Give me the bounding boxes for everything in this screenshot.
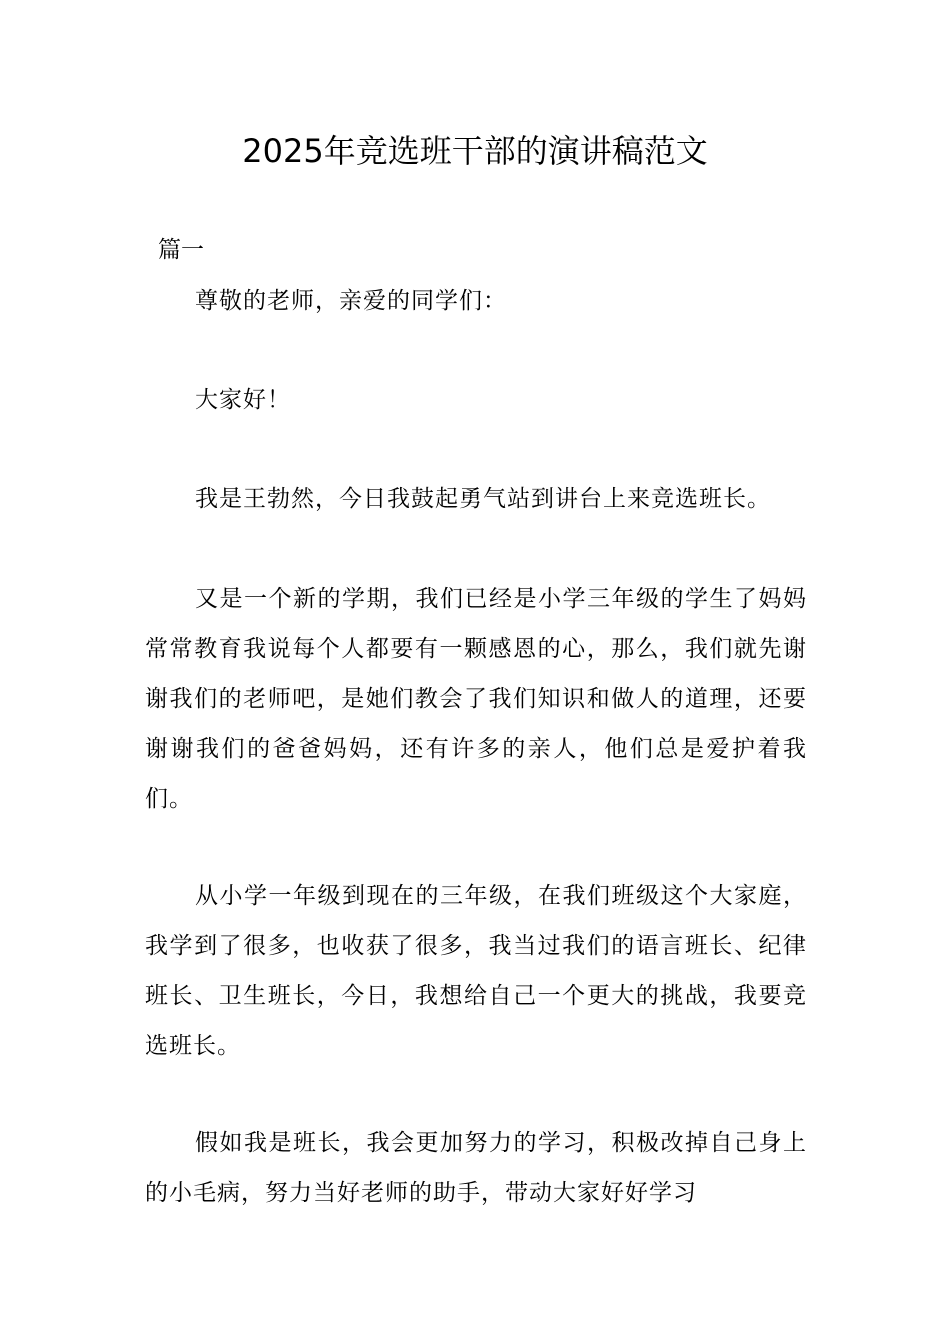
section-label: 篇一	[158, 237, 204, 263]
paragraph-greeting: 尊敬的老师，亲爱的同学们：	[195, 288, 507, 314]
paragraph-body: 从小学一年级到现在的三年级，在我们班级这个大家庭，我学到了很多，也收获了很多，我当过我们的语言班长、纪律班长、卫生班长，今日，我想给自己一个更大的挑战，我要竞选班长。	[145, 883, 807, 1059]
paragraph-hello: 大家好！	[195, 387, 291, 413]
document-title: 2025年竞选班干部的演讲稿范文	[242, 132, 708, 170]
paragraph-body: 假如我是班长，我会更加努力的学习，积极改掉自己身上的小毛病，努力当好老师的助手，带动大家好好学习	[145, 1130, 807, 1206]
paragraph-body: 又是一个新的学期，我们已经是小学三年级的学生了妈妈常常教育我说每个人都要有一颗感恩的心，那么，我们就先谢谢我们的老师吧，是她们教会了我们知识和做人的道理，还要谢谢我们的爸爸妈妈，还有许多的亲人，他们总是爱护着我们。	[145, 586, 807, 812]
paragraph-intro: 我是王勃然，今日我鼓起勇气站到讲台上来竞选班长。	[195, 486, 771, 512]
